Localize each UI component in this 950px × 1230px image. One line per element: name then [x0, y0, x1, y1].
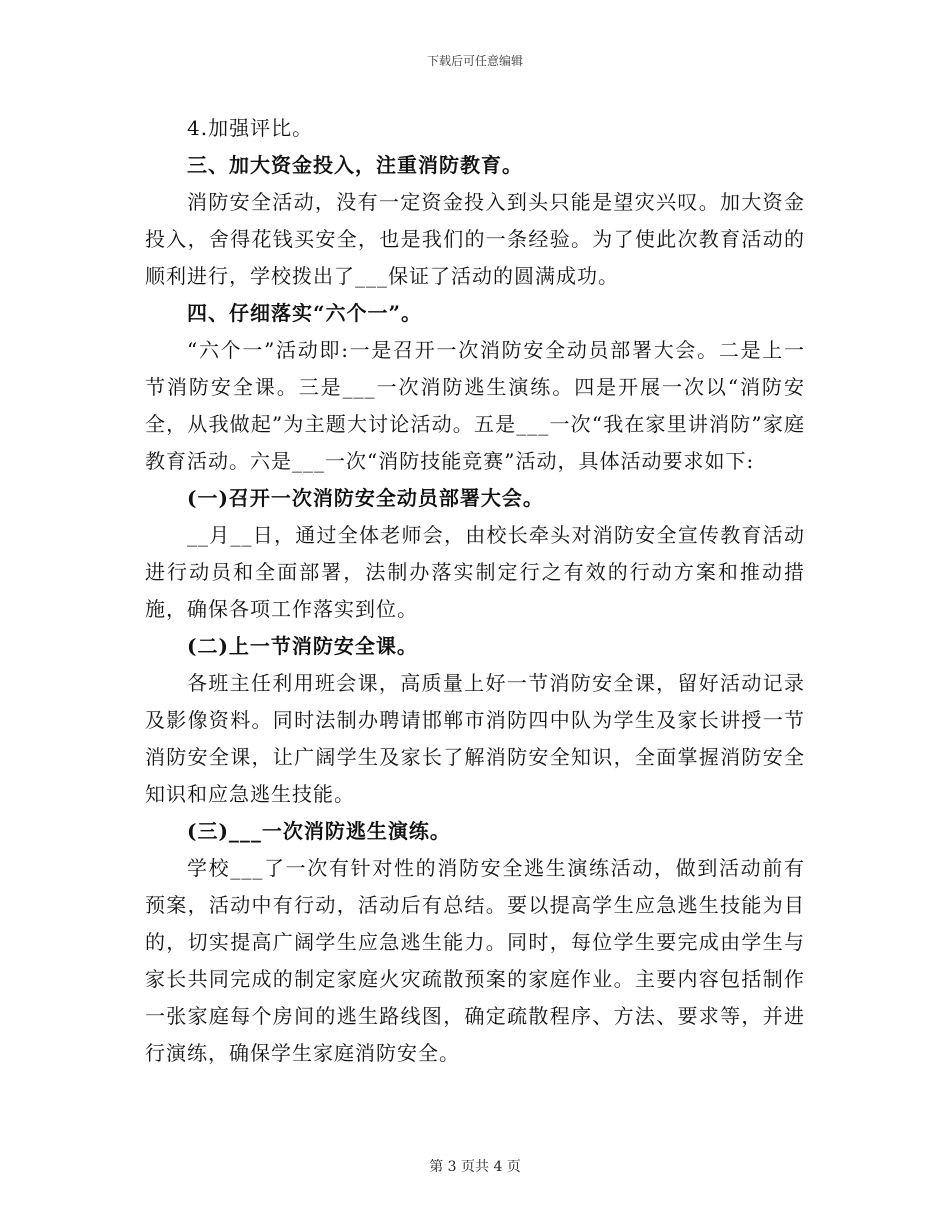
page-header: 下载后可任意编辑 [426, 54, 523, 68]
paragraph: __月__日，通过全体老师会，由校长牵头对消防安全宣传教育活动进行动员和全面部署，法制办落实制定行之有效的行动方案和推动措施，确保各项工作落实到位。 [145, 523, 805, 621]
paragraph-item-number: 4.加强评比。 [187, 116, 314, 140]
page-footer: 第 3 页共 4 页 [429, 1159, 521, 1175]
document-body [145, 110, 805, 1072]
section-heading: 三、加大资金投入，注重消防教育。 [187, 153, 523, 177]
section-heading: 四、仔细落实“六个一”。 [187, 301, 423, 325]
paragraph: “六个一”活动即:一是召开一次消防安全动员部署大会。二是上一节消防安全课。三是___一次消防逃生演练。四是开展一次以“消防安全，从我做起”为主题大讨论活动。五是___一次“我在家里讲消防”家庭教育活动。六是___一次“消防技能竞赛”活动，具体活动要求如下: [145, 338, 805, 473]
paragraph: 学校___了一次有针对性的消防安全逃生演练活动，做到活动前有预案，活动中有行动，活动后有总结。要以提高学生应急逃生技能为目的，切实提高广阔学生应急逃生能力。同时，每位学生要完成由学生与家长共同完成的制定家庭火灾疏散预案的家庭作业。主要内容包括制作一张家庭每个房间的逃生路线图，确定疏散程序、方法、要求等，并进行演练，确保学生家庭消防安全。 [145, 856, 805, 1065]
subsection-heading: (二)上一节消防安全课。 [187, 634, 418, 658]
subsection-heading: (一)召开一次消防安全动员部署大会。 [187, 486, 544, 510]
subsection-heading: (三)___一次消防逃生演练。 [187, 819, 451, 843]
paragraph: 消防安全活动，没有一定资金投入到头只能是望灾兴叹。加大资金投入，舍得花钱买安全，也是我们的一条经验。为了使此次教育活动的顺利进行，学校拨出了___保证了活动的圆满成功。 [145, 190, 805, 288]
paragraph: 各班主任利用班会课，高质量上好一节消防安全课，留好活动记录及影像资料。同时法制办聘请邯郸市消防四中队为学生及家长讲授一节消防安全课，让广阔学生及家长了解消防安全知识，全面掌握消防安全知识和应急逃生技能。 [145, 671, 805, 806]
